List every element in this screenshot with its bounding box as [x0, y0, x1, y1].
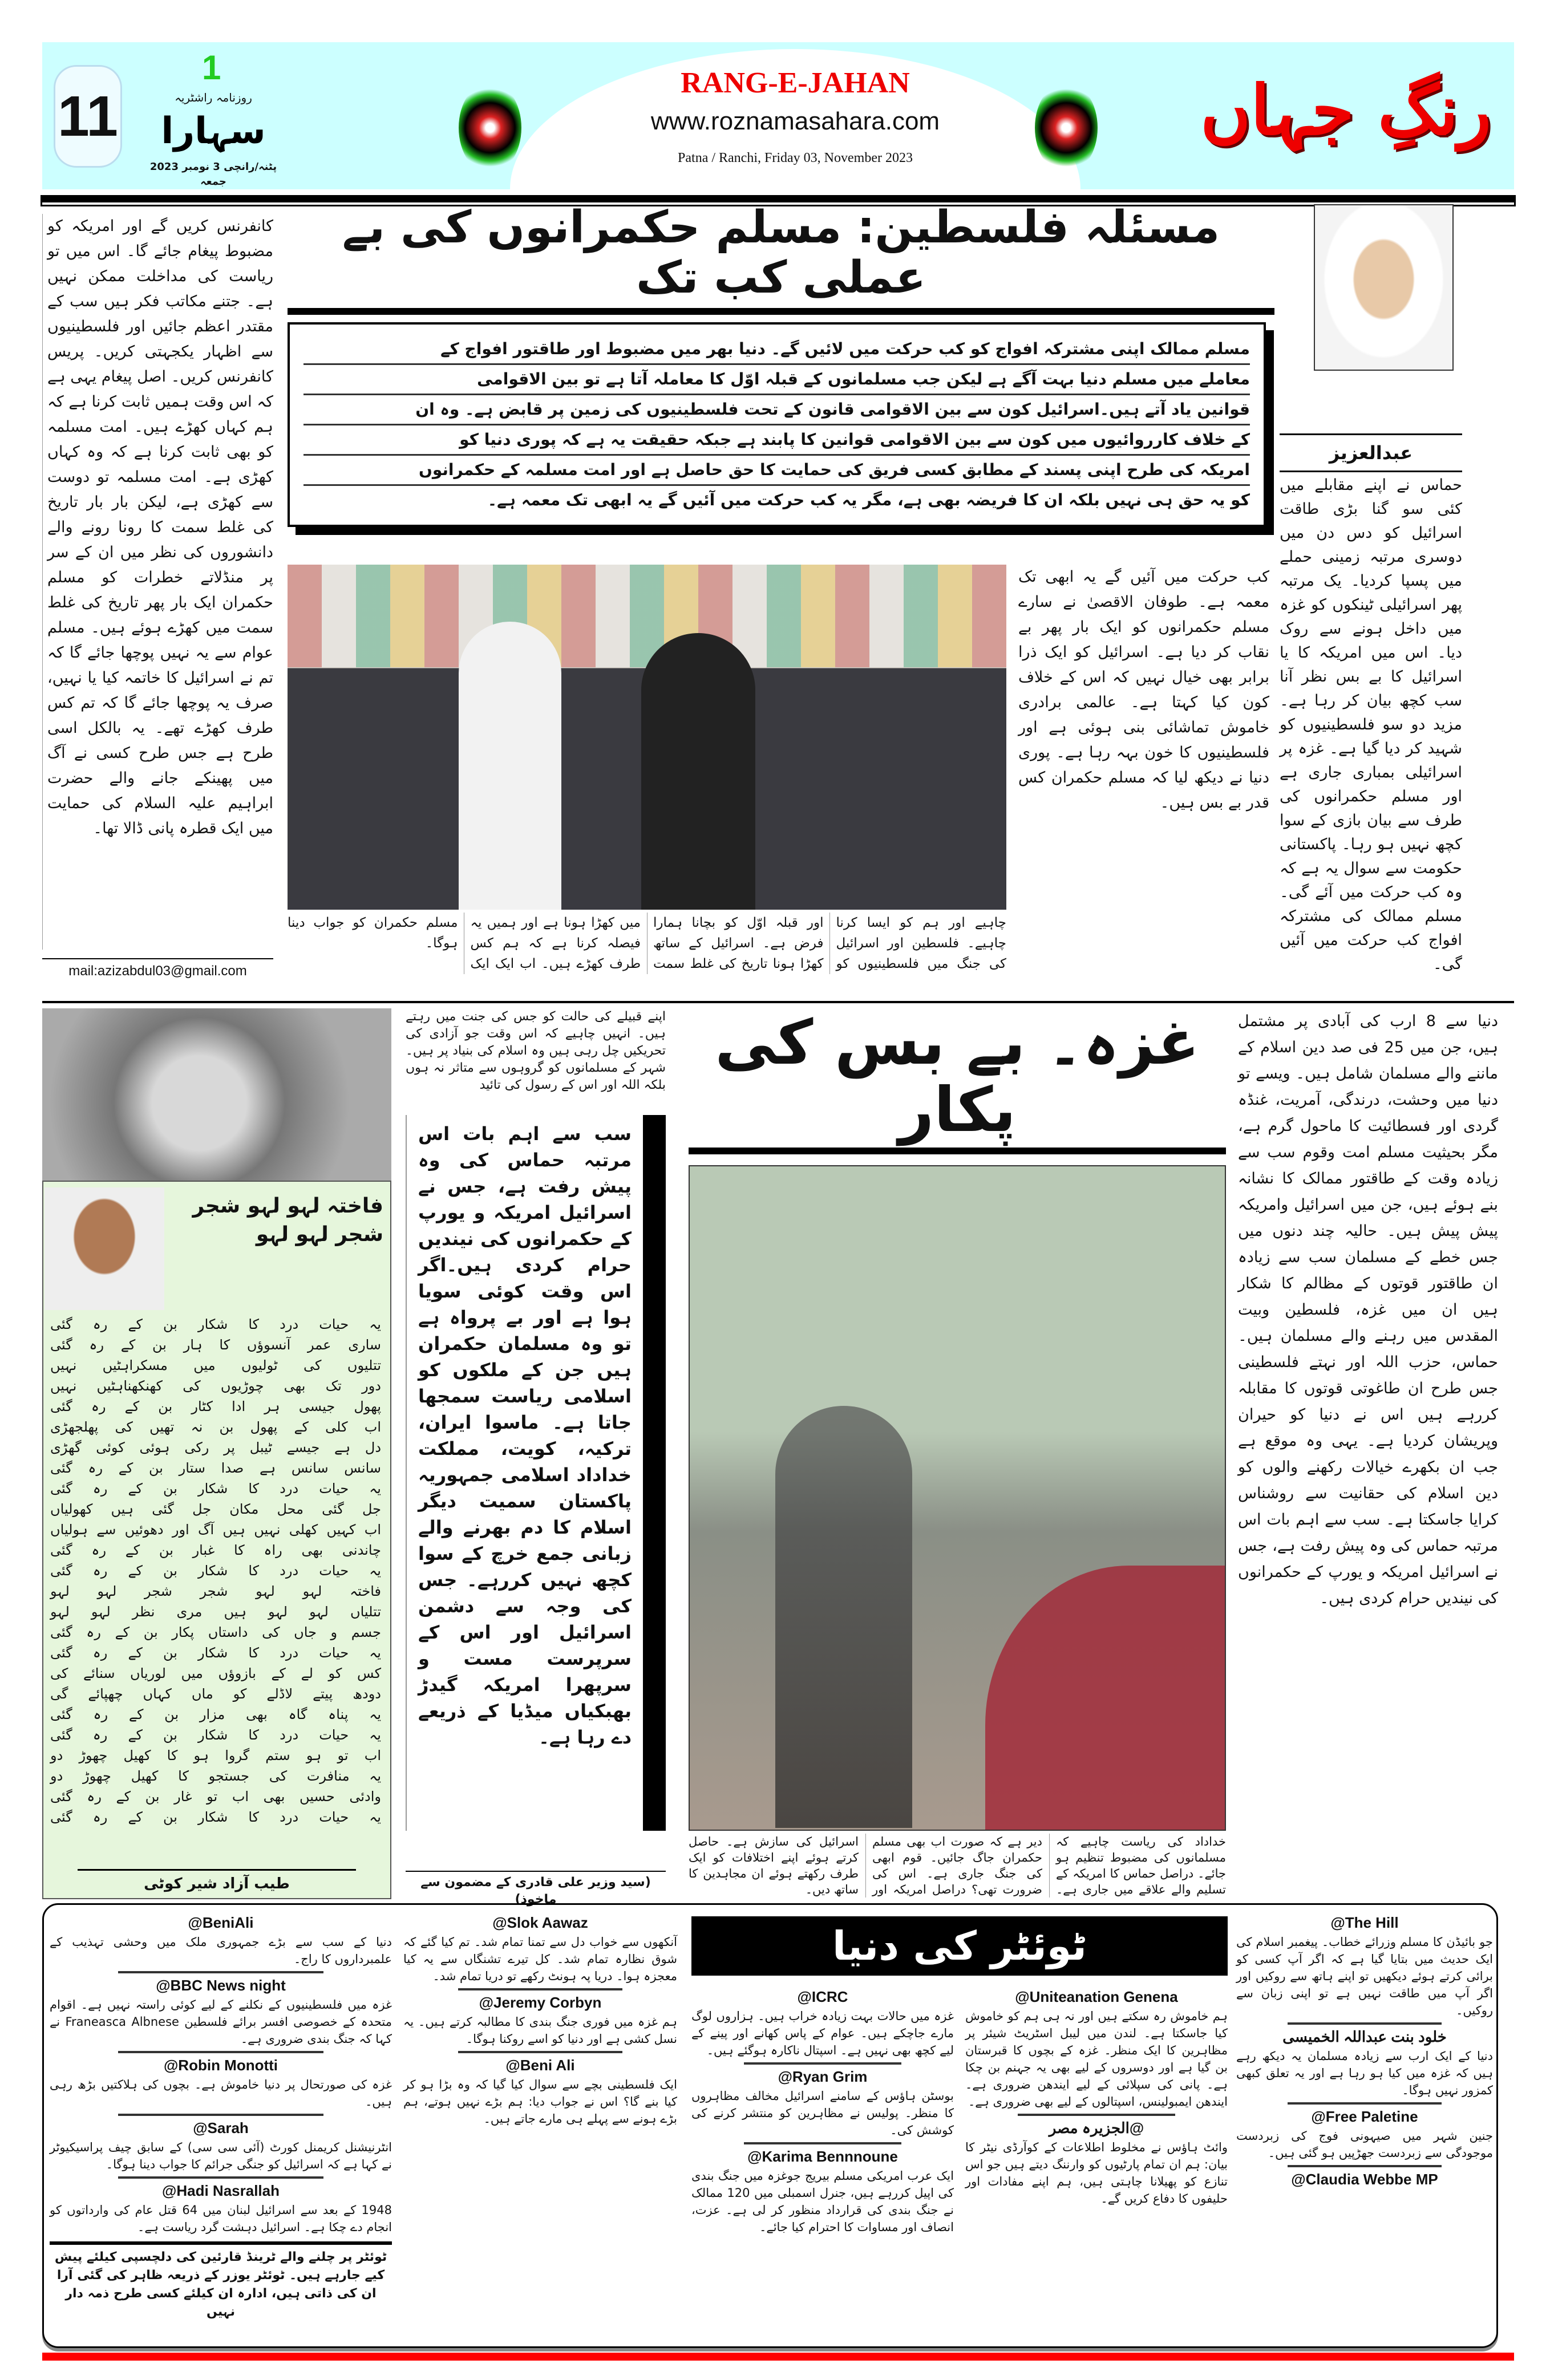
poem-line: جسم و جاں کی داستاں پکار بن کے رہ گئی: [50, 1624, 381, 1640]
tweet-text: ایک فلسطینی بچے سے سوال کیا گیا کہ وہ بڑا ہو کر کیا بنے گا؟ اس نے جواب دیا: ہم بڑے نہیں ہوتے، ہم بڑے ہونے سے پہلے ہی مارے جاتے ہیں۔: [403, 2078, 677, 2126]
tweet-text: وائٹ ہاؤس نے مخلوط اطلاعات کے کوآرڈی نیٹر کا بیان: ہم ان تمام پارٹیوں کو وارننگ دیتے ہیں جو اس تنازع کو پھیلانا چاہتی ہیں، ہم اپنے مفادات اور حلیفوں کا دفاع کریں گے۔: [965, 2140, 1228, 2205]
twitter-section-title: ٹوئٹر کی دنیا: [691, 1916, 1228, 1976]
tweet-separator: [118, 2114, 323, 2116]
gaza-pullquote: [406, 1115, 666, 1831]
poem-line: دل ہے جیسے ٹیبل پر رکی ہوئی کوئی گھڑی: [50, 1440, 381, 1455]
tweet-text: جو بائیڈن کا مسلم وزرائے خطاب۔ پیغمبر اسلام کی ایک حدیث میں بتایا گیا ہے کہ اگر آپ کسی کو برائی کرتے ہوئے دیکھیں تو اپنے ہاتھ سے روکیں اور اگر آپ میں طاقت نہیں ہے تو اپنی زبان سے روکیں۔: [1236, 1935, 1493, 2017]
twitter-column: [965, 1985, 1228, 2207]
tweet-separator: [458, 1988, 622, 1990]
gaza-headline: غزہ۔ بے بس کی پکار: [715, 1007, 1200, 1146]
poem-line: یہ حیات درد کا شکار بن کے رہ گئی: [50, 1809, 381, 1825]
pullquote-text: سب سے اہم بات اس مرتبہ حماس کی وہ پیش رفت ہے، جس نے اسرائیل امریکہ و یورپ کے حکمرانوں کی نیندیں حرام کردی ہیں۔اگر اس وقت کوئی سویا ہوا ہے اور بے پرواہ ہے تو وہ مسلمان حکمران ہیں جن کے ملکوں کو اسلامی ریاست سمجھا جاتا ہے۔ ماسوا ایران، ترکیہ، کویت، مملکت خداداد اسلامی جمہوریہ پاکستان سمیت دیگر اسلام کا دم بھرنے والے زبانی جمع خرچ کے سوا کچھ نہیں کررہے۔ جس کی وجہ سے دشمن اسرائیل اور اس کے سرپرست مست و سرپھرا امریکہ گیدڑ بھبکیاں میڈیا کے ذریعے دے رہا ہے۔: [418, 1123, 632, 1748]
twitter-column: [50, 1911, 392, 2321]
summit-leaders-photo: [288, 565, 1006, 910]
tweet-handle[interactable]: @Jeremy Corbyn: [479, 1994, 602, 2011]
tweet-text: انٹرنیشنل کریمنل کورٹ (آئی سی سی) کے سابق چیف پراسیکیوٹر نے کہا ہے کہ اسرائیل کو جنگی جرائم کا جواب دینا ہوگا۔: [50, 2140, 392, 2171]
tweet-handle[interactable]: @Free Paletine: [1311, 2108, 1418, 2125]
gaza-street-photo: [689, 1165, 1226, 1831]
tweet-separator: [118, 2176, 323, 2179]
tweet-text: 1948 کے بعد سے اسرائیل لبنان میں 64 قتل عام کی وارداتوں کو انجام دے چکا ہے۔ اسرائیل دہشت گرد ریاست ہے۔: [50, 2203, 392, 2234]
dateline: Patna / Ranchi, Friday 03, November 2023: [678, 151, 913, 165]
author-name: عبدالعزیز: [1280, 433, 1462, 472]
poem-box: [42, 1181, 391, 1899]
headline-rule: [288, 308, 1274, 315]
tweet-handle[interactable]: @BeniAli: [188, 1914, 254, 1931]
tweet-text: غزہ میں فلسطینیوں کے نکلنے کے لیے کوئی راستہ نہیں ہے۔ اقوام متحدہ کے خصوصی افسر برائے فلسطین Franeasca Albnese نے کہا کہ جنگ بندی ضروری ہے۔: [50, 1998, 392, 2046]
tweet-handle[interactable]: @Beni Ali: [505, 2057, 575, 2074]
poem-line: اب کلی کے پھول بن نہ تھیں کی پھلجھڑی: [50, 1419, 381, 1435]
tweet-handle[interactable]: @The Hill: [1330, 1914, 1399, 1931]
quote-line: مسلم ممالک اپنی مشترکہ افواج کو کب حرکت میں لائیں گے۔ دنیا بھر میں مضبوط اور طاقتور افواج کے: [303, 335, 1250, 365]
tweet-handle[interactable]: @Ryan Grim: [778, 2068, 868, 2085]
lead-mid-column: کب حرکت میں آئیں گے یہ ابھی تک معمہ ہے۔ طوفان الاقصیٰ نے سارے مسلم حکمرانوں کو ایک بار پھر بے نقاب کر دیا ہے۔ اسرائیل کو ایک ذرا برابر بھی خیال نہیں کہ اس کے خلاف کون کیا کہتا ہے۔ عالمی برادری خاموش تماشائی بنی ہوئی ہے اور فلسطینیوں کا خون بہہ رہا ہے۔ پوری دنیا نے دیکھ لیا کہ مسلم حکمران کس قدر بے بس ہیں۔: [1018, 568, 1269, 812]
poem-line: دور تک بھی چوڑیوں کی کھنکھناہٹیں نہیں: [50, 1378, 381, 1394]
tweet-handle[interactable]: @Sarah: [193, 2119, 249, 2136]
lead-quote-box: [288, 322, 1266, 527]
quote-line: کو یہ حق ہی نہیں بلکہ ان کا فریضہ بھی ہے، مگر یہ کب حرکت میں آئیں گے یہ ابھی تک معمہ ہے۔: [487, 490, 1250, 509]
poem-line: پھول جیسی ہر ادا کٹار بن کے رہ گئی: [50, 1398, 381, 1414]
lead-left-column: کانفرنس کریں گے اور امریکہ کو مضبوط پیغام جائے گا۔ اس میں تو ریاست کی مداخلت ممکن نہیں ہے۔ جتنے مکاتب فکر ہیں سب کے مقتدر اعظم جائیں اور فلسطینیوں سے اظہار یکجہتی کریں۔ پریس کانفرنس کریں۔ اصل پیغام یہی ہے کہ اس وقت ہمیں ثابت کرنا ہے کہ ہم کہاں کھڑے ہیں۔ امت مسلمہ کو بھی ثابت کرنا ہے کہ وہ کہاں کھڑی ہے۔ امت مسلمہ تو دوست سے کھڑی ہے، لیکن بار بار تاریخ کی غلط سمت کا رونا رونے والے دانشوروں کی نظر میں ان کے سر پر منڈلاتے خطرات کو مسلم حکمران ایک بار پھر تاریخ کی غلط سمت میں کھڑے ہوئے ہیں۔ مسلم عوام سے یہ نہیں پوچھا جائے گا کہ تم نے اسرائیل کا خاتمہ کیا یا نہیں، صرف یہ پوچھا جائے گا کہ تم کس طرف کھڑے تھے۔ یہ بالکل اسی طرح ہے جس طرح کسی نے آگ میں پھینکے جانے والے حضرت ابراہیم علیہ السلام کی حمایت میں ایک قطرہ پانی ڈالا تھا۔: [42, 214, 273, 950]
paper-logo: [145, 48, 282, 188]
anniversary-badge: 1: [202, 48, 221, 87]
quote-line: معاملے میں مسلم دنیا بہت آگے ہے لیکن جب مسلمانوں کے قبلہ اوّل کا معاملہ آتا ہے تو بین الاقوامی: [303, 365, 1250, 395]
child-ruins-photo: [42, 1008, 391, 1181]
twitter-column: [1236, 1911, 1493, 2190]
author-email[interactable]: mail:azizabdul03@gmail.com: [42, 958, 273, 980]
author-photo: [1314, 204, 1454, 371]
tweet-text: جنین شہر میں صیہونی فوج کی زبردست موجودگی سے زبردست جھڑپیں ہو گئی ہیں۔: [1236, 2129, 1493, 2160]
poem-line: فاختہ لہو لہو شجر شجر لہو لہو: [50, 1583, 381, 1599]
tweet-separator: [1288, 2022, 1442, 2025]
poem-lines: [50, 1314, 381, 1827]
bottom-red-bar: [42, 2353, 1514, 2361]
poem-line: سانس سانس ہے صدا ستار بن کے رہ گئی: [50, 1460, 381, 1476]
tweet-text: بوسٹن ہاؤس کے سامنے اسرائیل مخالف مظاہروں کا منظر۔ پولیس نے مظاہرین کو منتشر کرنے کی کوشش کی۔: [691, 2089, 954, 2137]
tweet-separator: [1018, 2114, 1175, 2116]
quote-line: امریکہ کی طرح اپنی پسند کے مطابق کسی فریق کی حمایت کا حق حاصل ہے اور امت مسلمہ کے حکمرانوں: [303, 456, 1250, 486]
poem-line: دودھ پیتے لاڈلے کو ماں کہاں چھپائے گی: [50, 1686, 381, 1702]
poem-line: یہ حیات درد کا شکار بن کے رہ گئی: [50, 1481, 381, 1497]
tweet-text: ہم غزہ میں فوری جنگ بندی کا مطالبہ کرتے ہیں۔ یہ نسل کشی ہے اور دنیا کو اسے روکنا ہوگا۔: [403, 2015, 677, 2046]
tweet-text: غزہ کی صورتحال پر دنیا خاموش ہے۔ بچوں کی ہلاکتیں بڑھ رہی ہیں۔: [50, 2078, 392, 2109]
poem-line: اب کہیں کھلی نہیں ہیں آگ اور دھوئیں سے ہولیاں: [50, 1522, 381, 1538]
tweet-handle[interactable]: @Karima Bennnoune: [747, 2148, 898, 2165]
tweet-handle[interactable]: @Hadi Nasrallah: [162, 2182, 280, 2199]
section-title-en: RANG-E-JAHAN: [681, 67, 910, 99]
poet-photo: [44, 1187, 164, 1310]
paper-tagline: روزنامہ راشٹریہ: [175, 91, 252, 104]
lead-right-column: حماس نے اپنے مقابلے میں کئی سو گنا بڑی طاقت اسرائیل کو دس دن میں دوسری مرتبہ زمینی حملے میں پسپا کردیا۔ یک مرتبہ پھر اسرائیلی ٹینکوں کو غزہ میں داخل ہونے سے روک دیا۔ اس میں امریکہ کا یا اسرائیل کا بے بس نظر آنا سب کچھ بیان کر رہا ہے۔ مزید دو سو فلسطینیوں کو شہید کر دیا گیا ہے۔ غزہ پر اسرائیلی بمباری جاری ہے اور مسلم حکمرانوں کی طرف سے بیان بازی کے سوا کچھ نہیں ہو رہا۔ پاکستانی حکومت سے سوال یہ ہے کہ وہ کب حرکت میں آئے گی۔ مسلم ممالک کی مشترکہ افواج کب حرکت میں آئیں گی۔: [1280, 476, 1462, 973]
tweet-separator: [1288, 2165, 1442, 2167]
masthead: [42, 42, 1514, 189]
tweet-handle[interactable]: @ICRC: [797, 1988, 848, 2005]
poem-line: تتلیاں لہو لہو ہیں مری نظر لہو لہو: [50, 1604, 381, 1620]
poem-title: فاختہ لہو لہو شجر شجر لہو لہو: [192, 1194, 383, 1246]
poem-line: اب تو ہو ستم گروا ہو کا کھیل چھوڑ دو: [50, 1748, 381, 1763]
tweet-text: غزہ میں حالات بہت زیادہ خراب ہیں۔ ہزاروں لوگ مارے جاچکے ہیں۔ عوام کے پاس کھانے اور پینے کے لیے کچھ بھی نہیں ہے۔ اسپتال ناکارہ ہوگئے ہیں۔: [691, 2009, 954, 2057]
quote-line: قوانین یاد آتے ہیں۔اسرائیل کون سے بین الاقوامی قانون کے تحت فلسطینیوں کی زمین پر قابض ہے۔ وہ ان: [303, 395, 1250, 425]
headline-rule: [689, 1148, 1226, 1154]
section-logo-urdu: رنگِ جہاں: [1200, 70, 1491, 151]
poem-line: یہ حیات درد کا شکار بن کے رہ گئی: [50, 1727, 381, 1743]
tweet-text: دنیا کے ایک ارب سے زیادہ مسلمان یہ دیکھ رہے ہیں کہ غزہ میں کیا ہو رہا ہے اور یہ تعلق کبھی کمزور نہیں ہوگا۔: [1236, 2049, 1493, 2097]
website-link[interactable]: www.roznamasahara.com: [650, 107, 940, 135]
tweet-separator: [1288, 2102, 1442, 2105]
poem-line: چاندنی بھی راہ کا غبار بن کے رہ گئی: [50, 1542, 381, 1558]
lead-below-photo-text: چاہیے اور ہم کو ایسا کرنا چاہیے۔ فلسطین اور اسرائیل کی جنگ میں فلسطینیوں کو اور قبلہ اوّل کو بچانا ہمارا فرض ہے۔ اسرائیل کے ساتھ کھڑا ہونا تاریخ کی غلط سمت میں کھڑا ہونا ہے اور ہمیں یہ فیصلہ کرنا ہے کہ ہم کس طرف کھڑے ہیں۔ اب ایک ایک مسلم حکمران کو جواب دینا ہوگا۔: [288, 915, 1006, 971]
tweet-handle[interactable]: الجزیرہ مصر@: [1049, 2119, 1144, 2136]
gaza-below-photo-text: خداداد کی ریاست چاہیے کہ مسلمانوں کی مضبوط تنظیم ہو جائے۔ دراصل حماس کا امریکہ کے تسلیم والے علاقے میں جاری ہے۔ دیر ہے کہ صورت اب بھی مسلم حکمران جاگ جائیں۔ قوم ابھی کی جنگ جاری ہے۔ اس کی ضرورت تھی؟ دراصل امریکہ اور اسرائیل کی سازش ہے۔ حاصل کرتے ہوئے اپنے اختلافات کو ایک طرف رکھتے ہوئے ان مجاہدین کا ساتھ دیں۔: [689, 1835, 1226, 1896]
lead-headline: مسئلہ فلسطین: مسلم حکمرانوں کی بے عملی کب تک: [342, 202, 1220, 303]
tweet-handle[interactable]: @Uniteanation Genena: [1015, 1988, 1178, 2005]
paper-name: سہارا: [161, 110, 266, 152]
tweet-handle[interactable]: @BBC News night: [156, 1977, 286, 1994]
poem-line: جل گئی محل مکان جل گئی ہیں کھولیاں: [50, 1501, 381, 1517]
tweet-handle[interactable]: خلود بنت عبداللہ الخمیسی: [1282, 2028, 1447, 2045]
tweet-handle[interactable]: @Robin Monotti: [163, 2057, 278, 2074]
gaza-credit: (سید وزیر علی قادری کے مضمون سے ماخوذ): [406, 1871, 666, 1908]
section-divider: [42, 1001, 1514, 1003]
twitter-column: [691, 1985, 954, 2236]
tweet-text: ہم خاموش رہ سکتے ہیں اور نہ ہی ہم کو خاموش کیا جاسکتا ہے۔ لندن میں لیبل اسٹریٹ شیئر پر مظاہرین کا ایک منظر۔ غزہ کے بچوں کا قبرستان بن گیا ہے اور دوسروں کے لیے بھی یہ جہنم بن چکا ہے۔ پانی کی سپلائی کے لیے ایندھن ضروری ہے۔ ایندھن ایمبولینس، اسپتالوں کے لیے بھی ضروری ہے۔: [965, 2009, 1228, 2109]
poem-line: وادئی حسیں بھی اب تو غار بن کے رہ گئی: [50, 1789, 381, 1805]
tweet-separator: [458, 2051, 622, 2053]
poem-line: یہ منافرت کی جستجو کا کھیل چھوڑ دو: [50, 1768, 381, 1784]
gaza-intro-text: اپنے قبیلے کی حالت کو جس کی جنت میں رہتے ہیں۔ انہیں چاہیے کہ اس وقت جو آزادی کی تحریکیں چل رہی ہیں وہ اسلام کی بنیاد پر ہیں۔ شہر کے مسلمانوں کو گروہوں سے متاثر نہ ہوں بلکہ اللہ اور اس کے رسول کی تائید: [406, 1009, 666, 1092]
twitter-footer-note: ٹوئٹر پر چلنے والے ٹرینڈ قارئین کی دلچسپی کیلئے پیش کیے جارہے ہیں۔ ٹوئٹر یوزر کے ذریعہ ظاہر کی گئی آرا ان کی ذاتی ہیں، ادارہ ان کیلئے کسی طرح ذمہ دار نہیں: [50, 2241, 392, 2321]
poem-line: تتلیوں کی ٹولیوں میں مسکراہٹیں نہیں: [50, 1357, 381, 1373]
tweet-separator: [118, 1971, 323, 1973]
poem-line: یہ پناہ گاہ بھی مزار بن کے رہ گئی: [50, 1706, 381, 1722]
tweet-separator: [744, 2142, 901, 2144]
poet-name: طیب آزاد شیر کوٹی: [78, 1869, 356, 1894]
poem-line: یہ حیات درد کا شکار بن کے رہ گئی: [50, 1563, 381, 1579]
tweet-handle[interactable]: @Slok Aawaz: [492, 1914, 588, 1931]
twitter-world-box: [42, 1903, 1498, 2348]
poem-line: یہ حیات درد کا شکار بن کے رہ گئی: [50, 1645, 381, 1661]
gaza-right-column: دنیا سے 8 ارب کی آبادی پر مشتمل ہیں، جن میں 25 فی صد دین اسلام کے ماننے والے مسلمان شامل ہیں۔ ویسے تو دنیا میں وحشت، درندگی، آمریت، غنڈہ گردی اور فسطائیت کا ماحول گرم ہے، مگر بحیثیت مسلم امت وقوم سب سے زیادہ وقت کے طاقتور ممالک کا نشانہ بنے ہوئے ہیں، جن میں اسرائیل وامریکہ پیش پیش ہیں۔ حالیہ چند دنوں میں جس خطے کے مسلمان سب سے زیادہ ان طاقتور قوتوں کے مظالم کا شکار ہیں ان میں غزہ، فلسطین وبیت المقدس میں رہنے والے مسلمان ہیں۔ حماس، حزب اللہ اور نہتے فلسطینی جس طرح ان طاغوتی قوتوں کا مقابلہ کررہے ہیں اس نے دنیا کو حیران وپریشان کردیا ہے۔ یہی وہ موقع ہے جب ان بکھرے خیالات رکھنے والوں کو دین اسلام کی حقانیت سے روشناس کرایا جاسکتا ہے۔ سب سے اہم بات اس مرتبہ حماس کی وہ پیش رفت ہے، جس نے اسرائیل امریکہ و یورپ کے حکمرانوں کی نیندیں حرام کردی ہیں۔: [1238, 1012, 1499, 1607]
tweet-separator: [118, 2051, 323, 2053]
tweet-text: ایک عرب امریکی مسلم بیریج جوغزہ میں جنگ بندی کی اپیل کررہے ہیں، جنرل اسمبلی میں 120 ممالک نے جنگ بندی کی قرارداد منظور کر لی ہے۔ عزت، انصاف اور مساوات کا احترام کیا جائے۔: [691, 2169, 954, 2234]
poem-line: ساری عمر آنسوؤں کا ہار بن کے رہ گئی: [50, 1337, 381, 1353]
poem-line: یہ حیات درد کا شکار بن کے رہ گئی: [50, 1316, 381, 1332]
quote-line: کے خلاف کارروائیوں میں کون سے بین الاقوامی قوانین کا پابند ہے جبکہ حقیقت یہ ہے کہ پوری دنیا کو: [303, 425, 1250, 456]
tweet-handle[interactable]: @Claudia Webbe MP: [1291, 2171, 1438, 2188]
twitter-column: [403, 1911, 677, 2127]
page-number: 11: [54, 65, 122, 168]
tweet-text: دنیا کے سب سے بڑے جمہوری ملک میں وحشی تہذیب کے علمبرداروں کا راج۔: [50, 1935, 392, 1966]
paper-date-urdu: پٹنہ/رانچی 3 نومبر 2023 جمعہ: [149, 161, 277, 188]
poem-line: کس کو لے کے بازوؤں میں لوریاں سنائے کی: [50, 1665, 381, 1681]
tweet-separator: [744, 2062, 901, 2065]
tweet-text: آنکھوں سے خواب دل سے تمنا تمام شد۔ تم کیا گئے کہ شوق نظارہ تمام شد۔ کل تیرے تشنگاں سے یہ کیا معجزہ ہوا۔ دریا پہ ہونٹ رکھے تو دریا تمام شد۔: [403, 1935, 677, 1983]
